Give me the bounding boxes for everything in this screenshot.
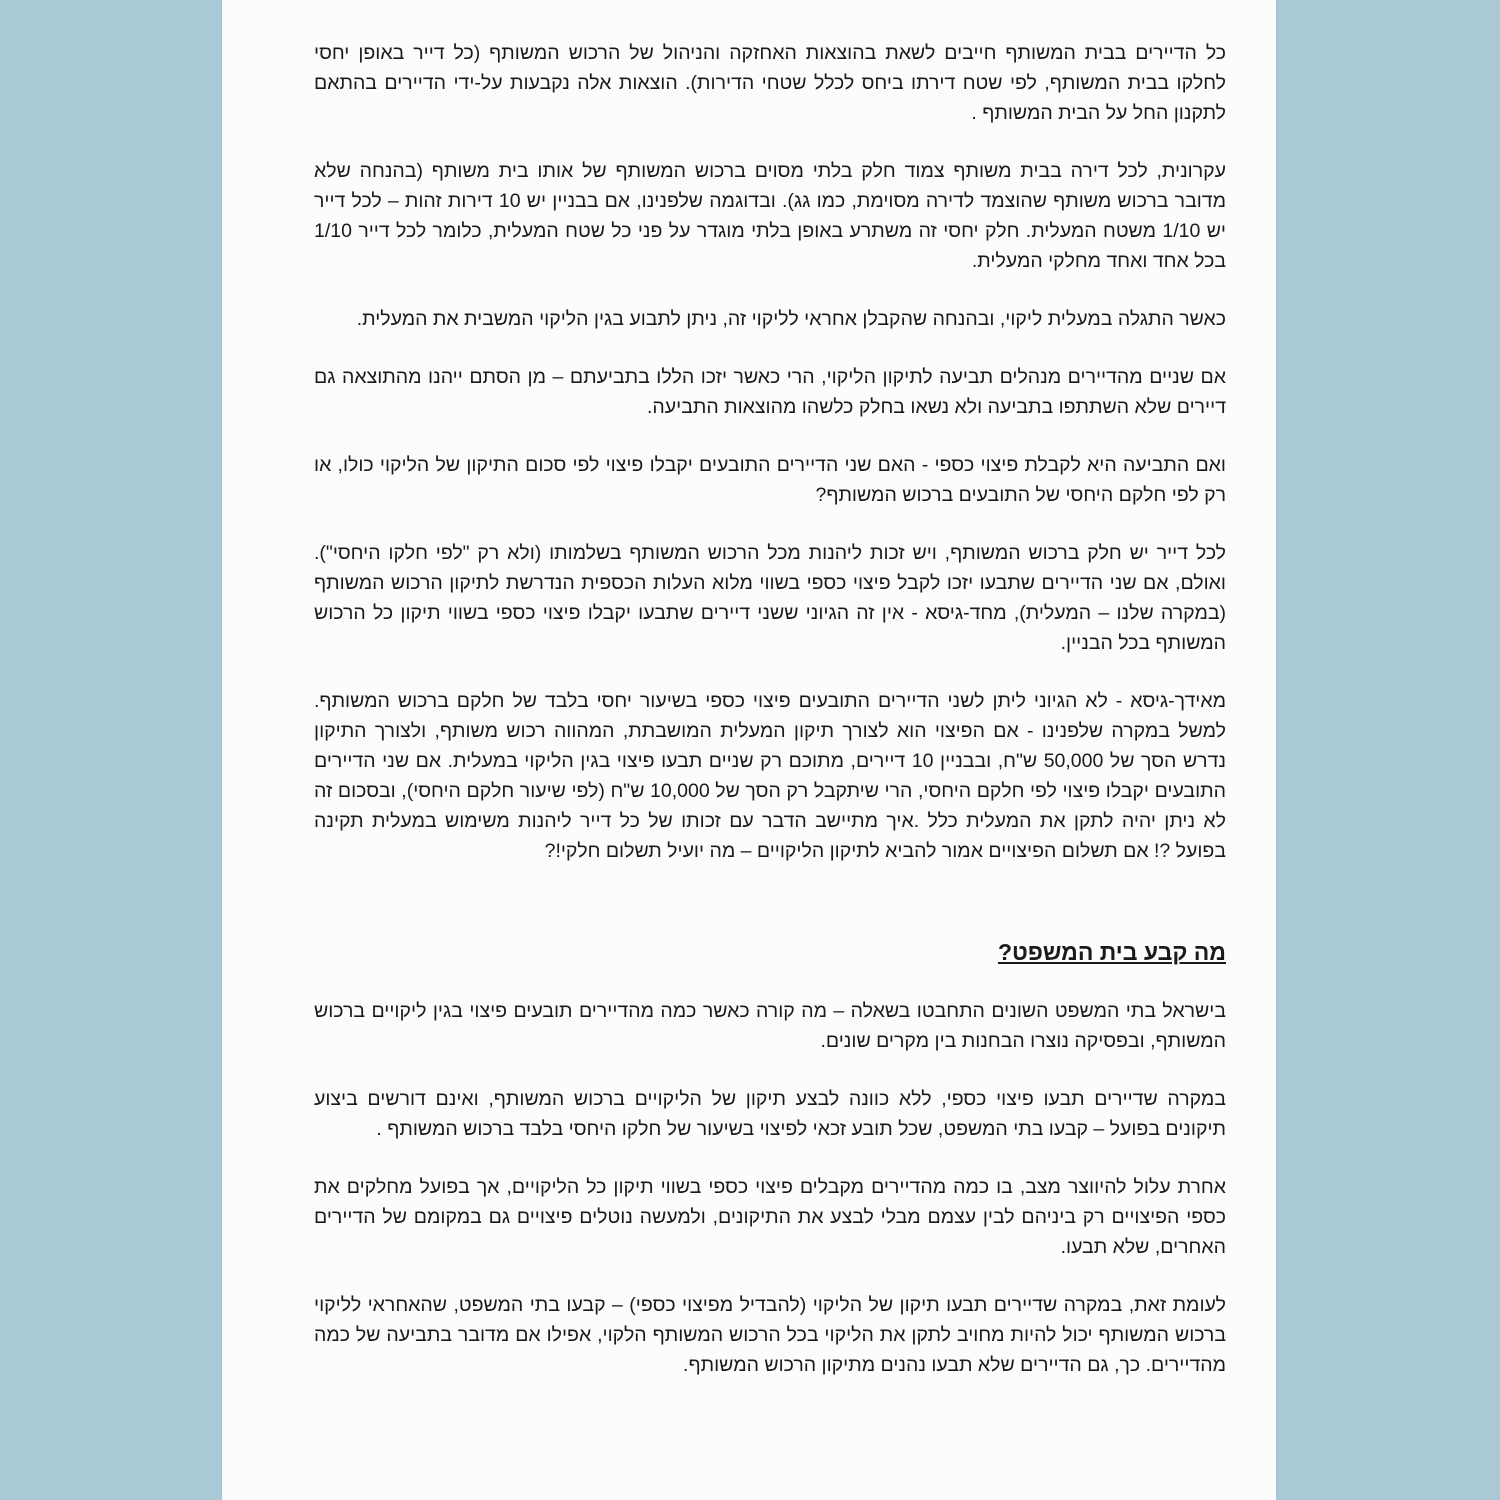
paragraph-israeli-courts: בישראל בתי המשפט השונים התחבטו בשאלה – מה קורה כאשר כמה מהדיירים תובעים פיצוי בגין ליקויים ברכוש המשותף, ובפסיקה נוצרו הבחנות בין מקרים שונים. [314,1000,1226,1052]
paragraph-elevator-defect: כאשר התגלה במעלית ליקוי, ובהנחה שהקבלן אחראי לליקוי זה, ניתן לתבוע בגין הליקוי המשבית את המעלית. [356,308,1226,330]
paragraph-full-enjoyment: לכל דייר יש חלק ברכוש המשותף, ויש זכות ליהנות מכל הרכוש המשותף בשלמותו (ולא רק "לפי חלקו היחסי"). ואולם, אם שני הדיירים שתבעו יזכו לקבל פיצוי כספי בשווי מלוא העלות הכספית הנדרשת לתיקון הרכוש המשותף (במקרה שלנו – המעלית), מחד-גיסא - אין זה הגיוני ששני דיירים שתבעו יקבלו פיצוי כספי בשווי תיקון כל הרכוש המשותף בכל הבניין. [314,542,1226,654]
paragraph-undivided-share: עקרונית, לכל דירה בבית משותף צמוד חלק בלתי מסוים ברכוש המשותף של אותו בית משותף (בהנחה שלא מדובר ברכוש משותף שהוצמד לדירה מסוימת, כמו גג). ובדוגמה שלפנינו, אם בבניין יש 10 דירות זהות – לכל דייר יש 1/10 משטח המעלית. חלק יחסי זה משתרע באופן בלתי מוגדר על פני כל שטח המעלית, כלומר לכל דייר 1/10 בכל אחד ואחד מחלקי המעלית. [314,160,1227,272]
paragraph-risk-situation: אחרת עלול להיווצר מצב, בו כמה מהדיירים מקבלים פיצוי כספי בשווי תיקון כל הליקויים, אך בפועל מחלקים את כספי הפיצויים רק ביניהם לבין עצמם מבלי לבצע את התיקונים, ולמעשה נוטלים פיצויים גם במקומם של הדיירים האחרים, שלא תבעו. [314,1176,1226,1258]
paragraph-repair-ruling: לעומת זאת, במקרה שדיירים תבעו תיקון של הליקוי (להבדיל מפיצוי כספי) – קבעו בתי המשפט, שהאחראי לליקוי ברכוש המשותף יכול להיות מחויב לתקן את הליקוי בכל הרכוש המשותף הלקוי, אפילו אם מדובר בתביעה של כמה מהדיירים. כך, גם הדיירים שלא תבעו נהנים מתיקון הרכוש המשותף. [314,1294,1226,1376]
paragraph-two-tenants-claim: אם שניים מהדיירים מנהלים תביעה לתיקון הליקוי, הרי כאשר יזכו הללו בתביעתם – מן הסתם ייהנו מהתוצאה גם דיירים שלא השתתפו בתביעה ולא נשאו בחלק כלשהו מהוצאות התביעה. [314,366,1226,418]
paragraph-monetary-ruling: במקרה שדיירים תבעו פיצוי כספי, ללא כוונה לבצע תיקון של הליקויים ברכוש המשותף, ואינם דורשים ביצוע תיקונים בפועל – קבעו בתי המשפט, שכל תובע זכאי לפיצוי בשיעור של חלקו היחסי בלבד ברכוש המשותף . [314,1088,1226,1140]
document-body [314,38,1226,1408]
document-page [222,0,1276,1500]
section-heading: מה קבע בית המשפט? [997,939,1226,965]
paragraph-common-expenses: כל הדיירים בבית המשותף חייבים לשאת בהוצאות האחזקה והניהול של הרכוש המשותף (כל דייר באופן יחסי לחלקו בבית המשותף, לפי שטח דירתו ביחס לכלל שטחי הדירות). הוצאות אלה נקבעות על-ידי הדיירים בהתאם לתקנון החל על הבית המשותף . [314,42,1226,124]
paragraph-monetary-question: ואם התביעה היא לקבלת פיצוי כספי - האם שני הדיירים התובעים יקבלו פיצוי לפי סכום התיקון של הליקוי כולו, או רק לפי חלקם היחסי של התובעים ברכוש המשותף? [314,454,1226,506]
paragraph-proportional-example: מאידך-גיסא - לא הגיוני ליתן לשני הדיירים התובעים פיצוי כספי בשיעור יחסי בלבד של חלקם ברכוש המשותף. למשל במקרה שלפנינו - אם הפיצוי הוא לצורך תיקון המעלית המושבתת, המהווה רכוש משותף, ולצורך התיקון נדרש הסך של 50,000 ש"ח, ובבניין 10 דיירים, מתוכם רק שניים תבעו פיצוי בגין הליקוי במעלית. אם שני הדיירים התובעים יקבלו פיצוי לפי חלקם היחסי, הרי שיתקבל רק הסך של 10,000 ש"ח (לפי שיעור חלקם היחסי), ובסכום זה לא ניתן יהיה לתקן את המעלית כלל .איך מתיישב הדבר עם זכותו של כל דייר ליהנות משימוש במעלית תקינה בפועל ?! אם תשלום הפיצויים אמור להביא לתיקון הליקויים – מה יועיל תשלום חלקי!? [314,690,1226,862]
